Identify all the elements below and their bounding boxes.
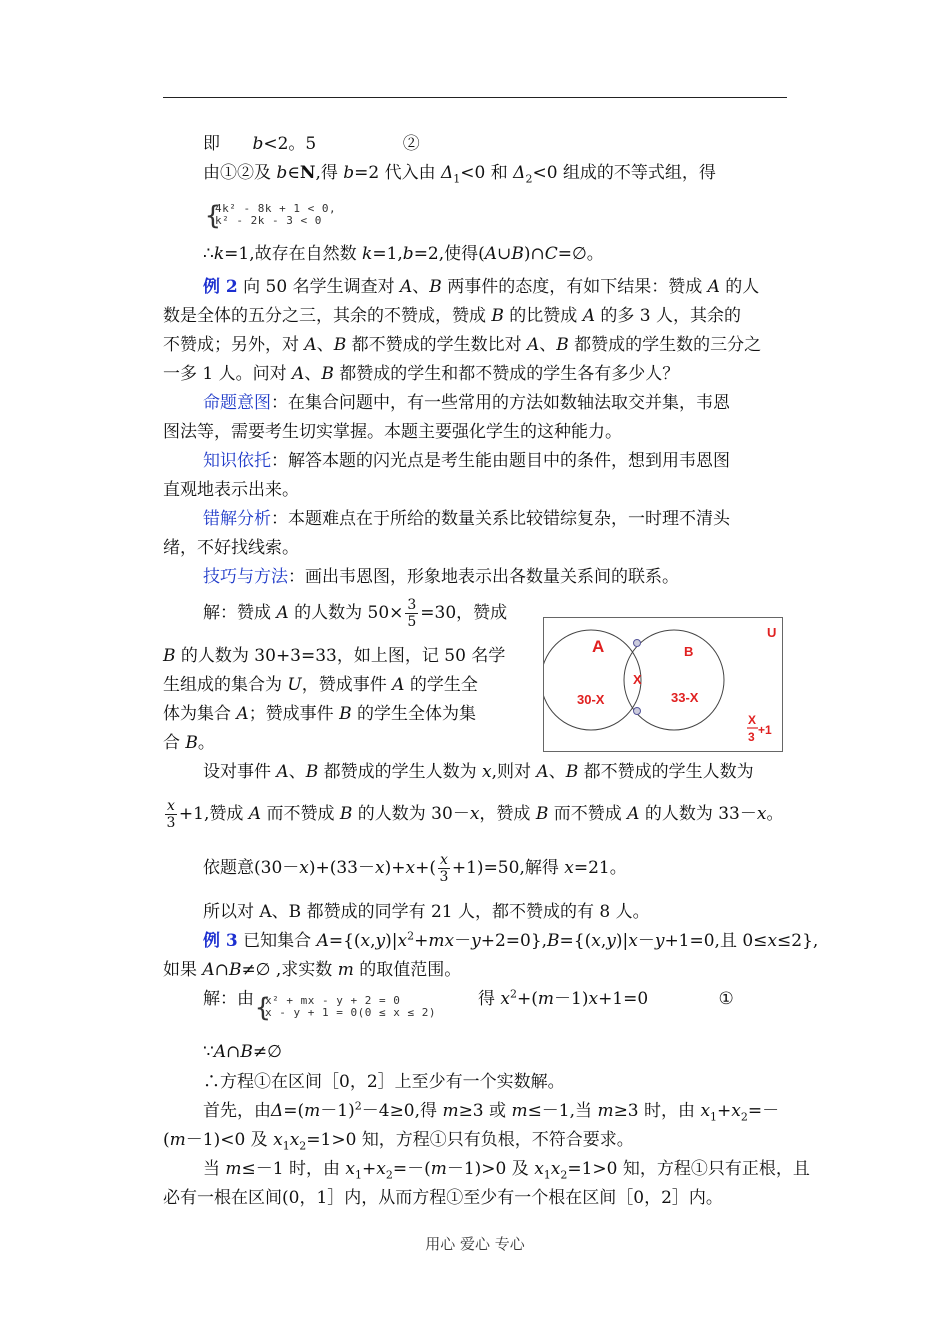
text: 即	[203, 134, 220, 154]
inequality-system	[205, 203, 405, 231]
text: ：解答本题的闪光点是考生能由题目中的条件，想到用韦恩图	[271, 451, 730, 471]
outside-denominator: 3	[748, 730, 755, 744]
text-line	[203, 508, 730, 530]
fraction: $\frac{x}{3}$	[166, 798, 176, 831]
text: 依题意(30－	[203, 858, 300, 878]
text: ①	[718, 989, 734, 1009]
text: 的人数为 33－	[644, 804, 757, 824]
text: ∴方程①在区间［0，2］上至少有一个实数解。	[203, 1072, 565, 1092]
venn-svg	[544, 618, 782, 751]
text: 如果	[163, 960, 197, 980]
text-line	[163, 537, 299, 559]
text: 设对事件	[203, 762, 271, 782]
text-line: 数是全体的五分之三，其余的不赞成，赞成 B 的比赞成 A 的多 3 人，其余的	[163, 306, 742, 326]
text-line: 体为集合 A；赞成事件 B 的学生全体为集	[163, 704, 476, 724]
text: ∴	[203, 244, 214, 264]
text: 。	[197, 733, 215, 753]
text-line: 得 $x^2+(m-1)x+1=0$ ①	[478, 987, 734, 1009]
text: +1,赞成	[178, 804, 244, 824]
text: 绪，不好找线索。	[163, 538, 299, 558]
text: 向 50 名学生调查对	[243, 277, 395, 297]
text: 得	[478, 989, 495, 1009]
text-line: 依题意(30－x)+(33－x)+x+( $\frac{x}{3}$ +1)=50,解得 x=21。	[203, 852, 627, 885]
brace: {	[205, 201, 221, 231]
var: b	[252, 134, 264, 154]
text: +(	[415, 858, 436, 878]
text: 的取值范围。	[359, 960, 462, 980]
fraction: $\frac{x}{3}$	[439, 852, 449, 885]
text-line: 不赞成；另外，对 A、B 都不赞成的学生数比对 A、B 都赞成的学生数的三分之	[163, 335, 762, 355]
system-row: k² - 2k - 3 < 0	[215, 214, 322, 227]
text: 的人数为 30－	[357, 804, 470, 824]
intersection-dot	[634, 708, 641, 715]
text: ；赞成事件	[248, 704, 334, 724]
label-u: U	[767, 625, 777, 640]
text: ，赞成	[479, 804, 531, 824]
text-line: 当 m≤－1 时，由 $x_1+x_2=-(m-1)>0$ 及 $x_1x_2=1>0$ 知，方程①只有正根，且	[203, 1159, 810, 1182]
equation-system	[255, 995, 465, 1023]
text: <2。5	[263, 134, 317, 154]
text: 生组成的集合为	[163, 675, 282, 695]
system-row: x - y + 1 = 0(0 ≤ x ≤ 2)	[265, 1006, 436, 1019]
text-line	[203, 450, 730, 472]
text: 图法等，需要考生切实掌握。本题主要强化学生的这种能力。	[163, 422, 622, 442]
text-line: 设对事件 A、B 都赞成的学生人数为 x,则对 A、B 都不赞成的学生人数为	[203, 762, 754, 782]
brace: {	[255, 993, 271, 1023]
text-line: 首先，由$\Delta=(m-1)^2-4\ge 0$,得 m≥3 或 m≤－1,当 m≥3 时，由 $x_1+x_2=-$	[203, 1099, 780, 1124]
text: =30，赞成	[420, 603, 508, 623]
text: ，赞成事件	[301, 675, 387, 695]
text-line: $\frac{x}{3}$ +1,赞成 A 而不赞成 B 的人数为 30－x，赞成 B 而不赞成 A 的人数为 33－x。	[166, 798, 784, 831]
text: ②	[402, 134, 420, 154]
text-line: ∴k=1,故存在自然数 k=1,b=2,使得(A∪B)∩C=∅。	[203, 244, 604, 264]
text: 的学生全	[409, 675, 478, 695]
text: 而不赞成	[553, 804, 622, 824]
text: ,求实数	[275, 960, 333, 980]
section-heading: 知识依托	[203, 451, 271, 471]
text: 。	[766, 804, 784, 824]
example-label: 例 2	[203, 277, 238, 297]
text: 已知集合	[243, 931, 312, 951]
text: +1)=50,解得	[451, 858, 559, 878]
text: 都赞成的学生人数为	[323, 762, 477, 782]
text-line	[163, 421, 622, 443]
text: 都不赞成的学生人数为	[583, 762, 754, 782]
text-line	[203, 566, 679, 588]
label-b: B	[684, 644, 694, 659]
header-rule	[163, 97, 787, 98]
text: 的人数为 30+3=33，如上图，记 50 名学	[180, 646, 506, 666]
text: 所以对 A、B 都赞成的同学有 21 人，都不赞成的有 8 人。	[203, 902, 650, 922]
text: ∵	[203, 1042, 214, 1062]
text-line: 由①②及 b∈N,得 b=2 代入由 $\Delta_1<0$ 和 $\Delta_2<0$ 组成的不等式组，得	[203, 163, 716, 186]
text-line: 合 B。	[163, 733, 215, 753]
label-b-only: 33-X	[671, 690, 699, 705]
label-x: X	[633, 672, 642, 687]
text-line	[203, 392, 730, 414]
text-line	[203, 988, 254, 1010]
text: ：画出韦恩图，形象地表示出各数量关系间的联系。	[288, 567, 679, 587]
text-line	[203, 133, 420, 155]
text: 当	[203, 1159, 220, 1179]
text-line: (m－1)<0 及 $x_1x_2=1>0$ 知，方程①只有负根，不符合要求。	[163, 1130, 634, 1153]
example-label: 例 3	[203, 931, 238, 951]
intersection-dot	[634, 640, 641, 647]
text: 解：由	[203, 989, 254, 1009]
text-line: 生组成的集合为 U，赞成事件 A 的学生全	[163, 675, 478, 695]
section-heading: 错解分析	[203, 509, 271, 529]
label-a: A	[592, 637, 605, 656]
outside-numerator: X	[748, 713, 757, 727]
text: ：本题难点在于所给的数量关系比较错综复杂，一时理不清头	[271, 509, 730, 529]
text: 的学生全体为集	[357, 704, 476, 724]
text: 的人数为 50×	[294, 603, 404, 623]
text-line	[203, 1071, 565, 1093]
text: 体为集合	[163, 704, 231, 724]
text: ,则对	[491, 762, 531, 782]
text: 必有一根在区间(0，1］内，从而方程①至少有一个根在区间［0，2］内。	[163, 1188, 723, 1208]
text: 知，方程①只有负根，不符合要求。	[361, 1130, 634, 1150]
text: )+	[384, 858, 406, 878]
text: 数是全体的五分之三，其余的不赞成，赞成	[163, 306, 486, 326]
outside-plus: +1	[758, 723, 772, 737]
system-row: x² + mx - y + 2 = 0	[265, 994, 401, 1007]
text-line: 如果 A∩B≠∅ ,求实数 m 的取值范围。	[163, 960, 462, 980]
text: 解：赞成	[203, 603, 271, 623]
text-line: B 的人数为 30+3=33，如上图，记 50 名学	[163, 646, 506, 666]
venn-diagram	[543, 617, 783, 752]
text-line: 一多 1 人。问对 A、B 都赞成的学生和都不赞成的学生各有多少人？	[163, 364, 680, 384]
label-a-only: 30-X	[577, 692, 605, 707]
system-row: 4k² - 8k + 1 < 0,	[215, 202, 337, 215]
text-line	[203, 901, 650, 923]
text: 合	[163, 733, 180, 753]
fraction: $\frac{3}{5}$	[407, 597, 417, 630]
text: =21。	[573, 858, 627, 878]
section-heading: 命题意图	[203, 393, 271, 413]
text-line: ∵A∩B≠∅	[203, 1042, 282, 1062]
text-line	[163, 479, 299, 501]
page-footer: 用心 爱心 专心	[425, 1235, 525, 1253]
text: 直观地表示出来。	[163, 480, 299, 500]
text: 由①②及	[203, 163, 271, 183]
text: 首先，由	[203, 1101, 271, 1121]
text-line: 解：赞成 A 的人数为 50× $\frac{3}{5}$ =30，赞成	[203, 597, 508, 630]
text-line: 例 2 向 50 名学生调查对 A、B 两事件的态度，有如下结果：赞成 A 的人	[203, 277, 760, 297]
text: )+(33－	[308, 858, 375, 878]
text: 而不赞成	[266, 804, 335, 824]
text-line: 例 3 已知集合 $A=\{(x,y)|x^2+mx-y+2=0\},B=\{(x,y)|x-y+1=0$,且 0≤x≤2},	[203, 929, 819, 951]
text: ：在集合问题中，有一些常用的方法如数轴法取交并集，韦恩	[271, 393, 730, 413]
text: 一多 1 人。问对	[163, 364, 287, 384]
section-heading: 技巧与方法	[203, 567, 288, 587]
text-line	[163, 1187, 723, 1209]
